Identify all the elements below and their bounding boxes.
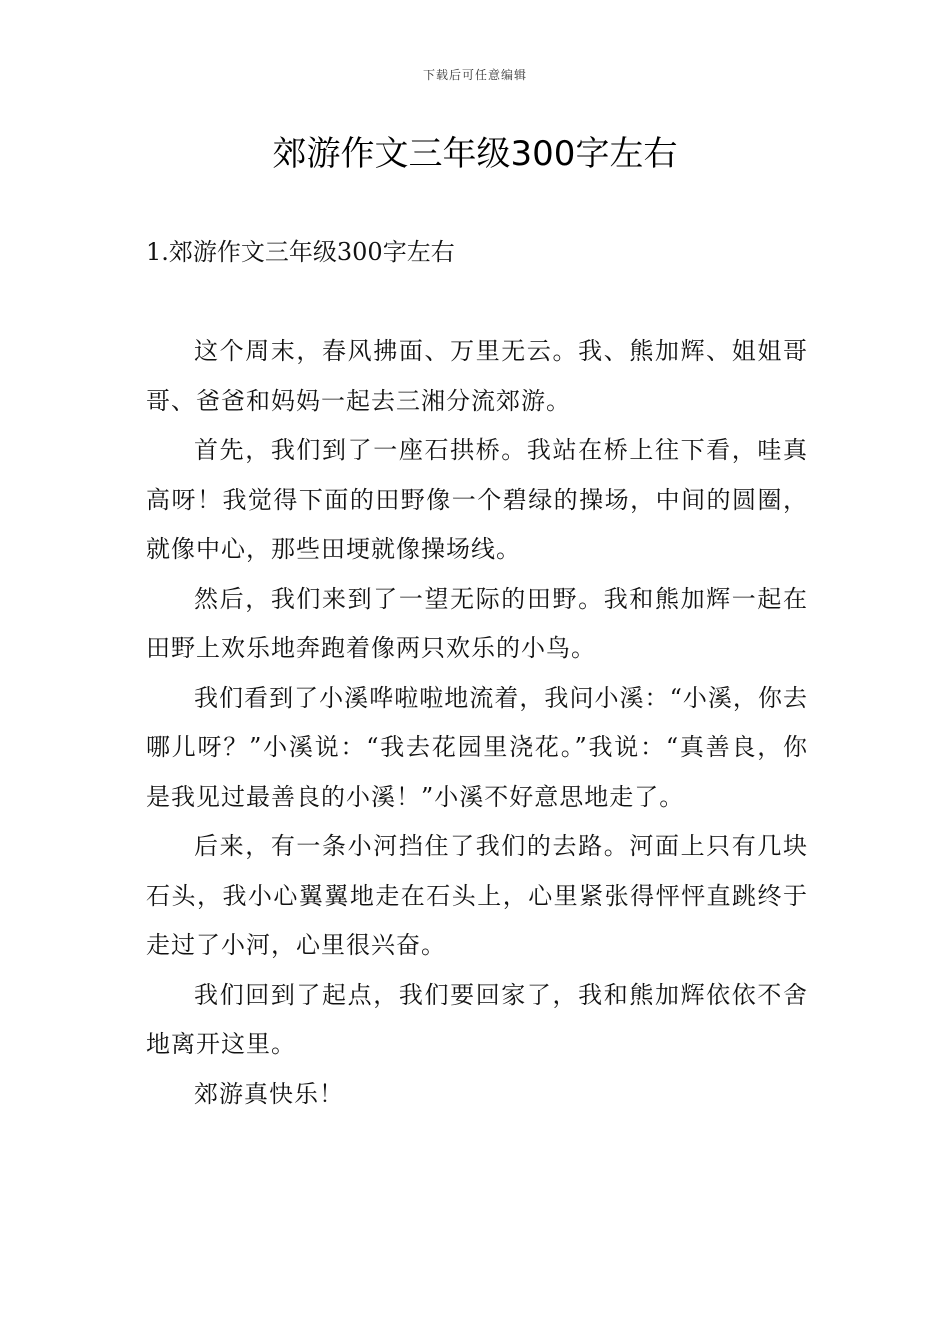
document-title: 郊游作文三年级300字左右 xyxy=(272,134,678,174)
paragraph: 然后，我们来到了一望无际的田野。我和熊加辉一起在田野上欢乐地奔跑着像两只欢乐的小鸟。 xyxy=(146,584,808,662)
paragraph: 这个周末，春风拂面、万里无云。我、熊加辉、姐姐哥哥、爸爸和妈妈一起去三湘分流郊游。 xyxy=(146,337,808,415)
essay-body xyxy=(146,327,808,1119)
paragraph: 后来，有一条小河挡住了我们的去路。河面上只有几块石头，我小心翼翼地走在石头上，心里紧张得怦怦直跳终于走过了小河，心里很兴奋。 xyxy=(146,832,808,959)
paragraph: 郊游真快乐！ xyxy=(194,1079,344,1108)
paragraph: 我们看到了小溪哗啦啦地流着，我问小溪：“小溪，你去哪儿呀？”小溪说：“我去花园里浇花。”我说：“真善良，你是我见过最善良的小溪！”小溪不好意思地走了。 xyxy=(146,683,808,811)
section-heading: 1.郊游作文三年级300字左右 xyxy=(146,238,455,266)
paragraph: 我们回到了起点，我们要回家了，我和熊加辉依依不舍地离开这里。 xyxy=(146,980,808,1058)
page-header-note: 下载后可任意编辑 xyxy=(422,68,527,82)
paragraph: 首先，我们到了一座石拱桥。我站在桥上往下看，哇真高呀！我觉得下面的田野像一个碧绿的操场，中间的圆圈，就像中心，那些田埂就像操场线。 xyxy=(146,436,808,563)
